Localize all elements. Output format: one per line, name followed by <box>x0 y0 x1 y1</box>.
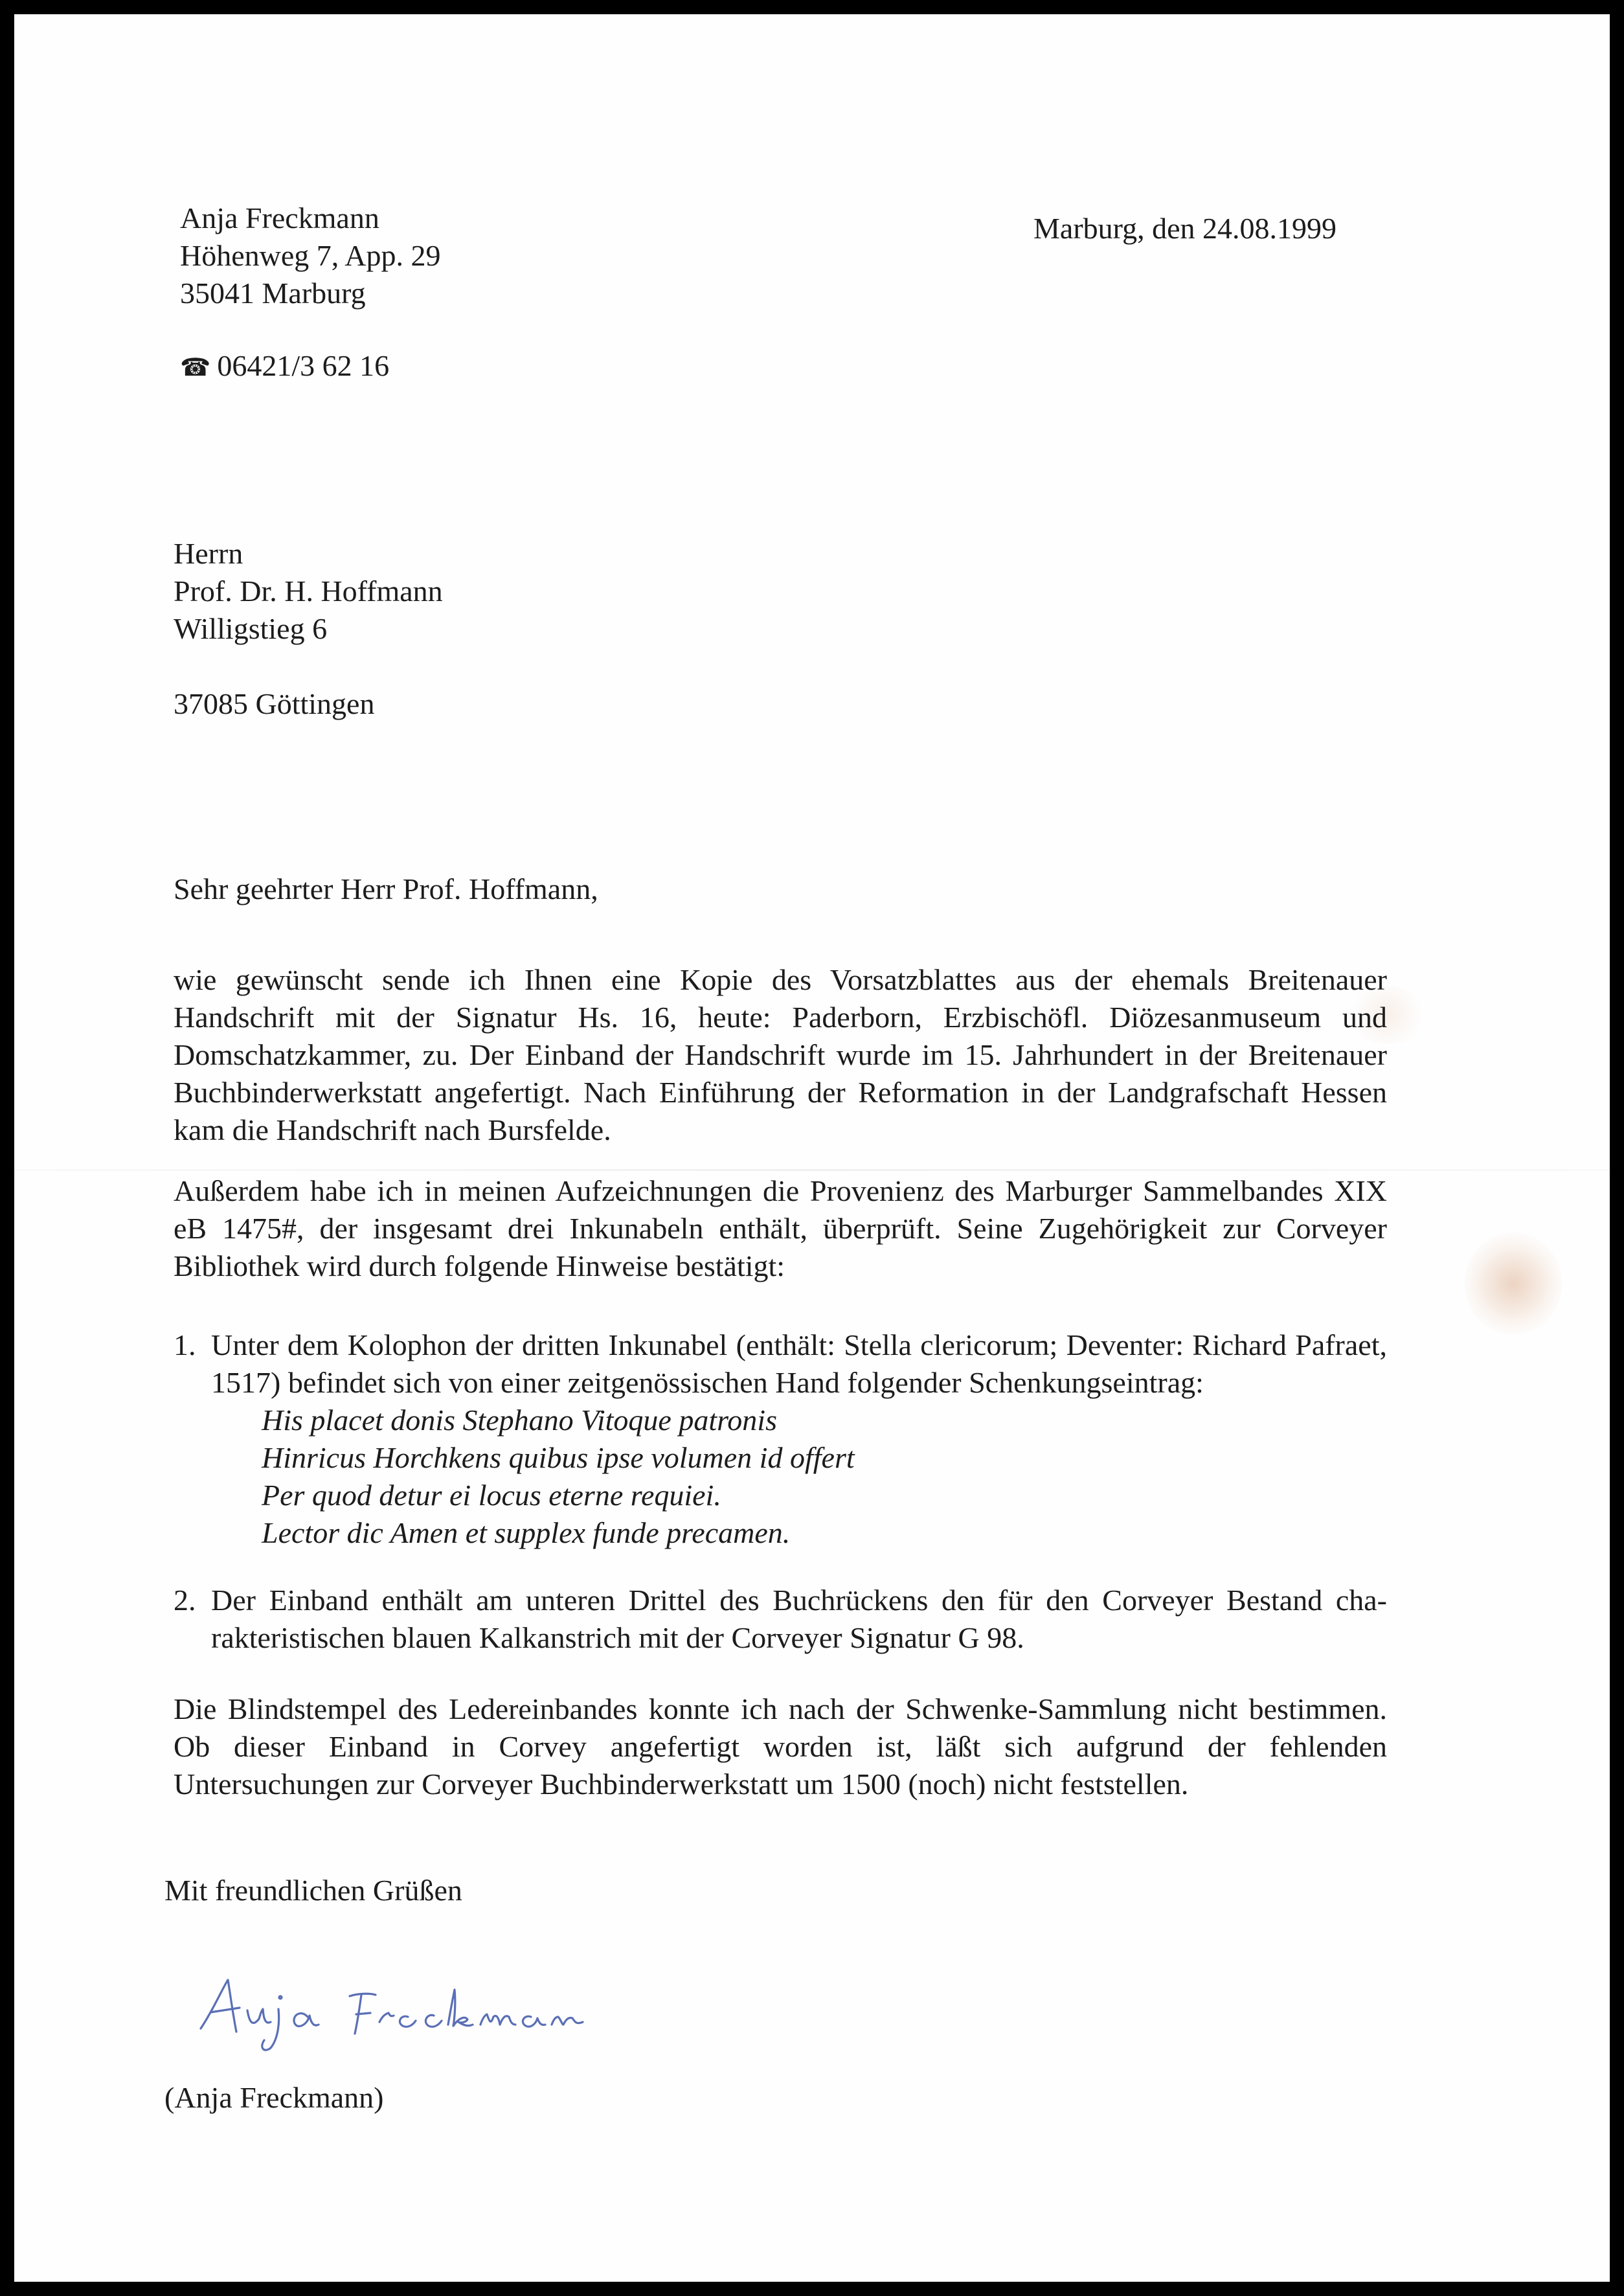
recipient-name: Prof. Dr. H. Hoffmann <box>174 574 443 608</box>
paper-fold <box>14 1169 1610 1171</box>
printed-name: (Anja Freckmann) <box>164 2081 384 2114</box>
paper-stain <box>1465 1232 1562 1336</box>
telephone-icon: ☎ <box>180 353 211 381</box>
paragraph-1: wie gewünscht sende ich Ihnen eine Kopie des Vorsatzblattes aus der ehemals Breitenauer Handschrift mit der Signatur Hs. 16, heute: Paderborn, Erzbischöfl. Diözesanmuseum und Domschatzkammer, zu. Der Einband der Handschrift wurde im 15. Jahrhundert in der Breitenauer Buchbinderwerkstatt angefertigt. Nach Einführung der Reformation in der Landgrafschaft Hessen kam die Handschrift nach Bursfelde. <box>174 963 1387 1146</box>
handwritten-signature <box>188 1957 615 2054</box>
closing: Mit freundlichen Grüßen <box>164 1874 462 1907</box>
recipient-street: Willigstieg 6 <box>174 612 328 645</box>
letter-page <box>14 14 1610 2282</box>
recipient-salutation: Herrn <box>174 537 243 570</box>
sender-street: Höhenweg 7, App. 29 <box>180 239 441 272</box>
sender-city: 35041 Marburg <box>180 277 366 310</box>
list-item-text: Der Einband enthält am unteren Drittel des Buchrückens den für den Corveyer Bestand charakteristischen blauen Kalkanstrich mit der Corveyer Signatur G 98. <box>211 1584 1387 1654</box>
greeting: Sehr geehrter Herr Prof. Hoffmann, <box>174 872 598 905</box>
list-item-text: Unter dem Kolophon der dritten Inkunabel (enthält: Stella clericorum; Deventer: Richard Pafraet, 1517) befindet sich von einer zeitgenössischen Hand folgender Schenkungseintrag: <box>211 1328 1387 1399</box>
list-number: 2. <box>174 1584 196 1617</box>
sender-phone <box>180 347 389 386</box>
sender-phone-number: 06421/3 62 16 <box>217 349 390 382</box>
verse-line: His placet donis Stephano Vitoque patronis <box>262 1404 777 1437</box>
sender-name: Anja Freckmann <box>180 201 379 234</box>
paragraph-3: Die Blindstempel des Ledereinbandes konnte ich nach der Schwenke-Sammlung nicht bestimmen. Ob dieser Einband in Corvey angefertigt worden ist, läßt sich aufgrund der fehlenden Untersuchungen zur Corveyer Buchbinderwerkstatt um 1500 (noch) nicht feststellen. <box>174 1692 1387 1801</box>
paragraph-2: Außerdem habe ich in meinen Aufzeichnungen die Provenienz des Marburger Sammelbandes XIX eB 1475#, der insgesamt drei Inkunabeln enthält, überprüft. Seine Zugehörigkeit zur Corveyer Bibliothek wird durch folgende Hinweise bestätigt: <box>174 1174 1387 1282</box>
verse-line: Hinricus Horchkens quibus ipse volumen id offert <box>262 1441 855 1474</box>
date-line: Marburg, den 24.08.1999 <box>1033 212 1337 245</box>
list-number: 1. <box>174 1328 196 1361</box>
verse-line: Lector dic Amen et supplex funde precamen. <box>262 1516 791 1549</box>
recipient-city: 37085 Göttingen <box>174 687 375 720</box>
verse-line: Per quod detur ei locus eterne requiei. <box>262 1479 721 1512</box>
